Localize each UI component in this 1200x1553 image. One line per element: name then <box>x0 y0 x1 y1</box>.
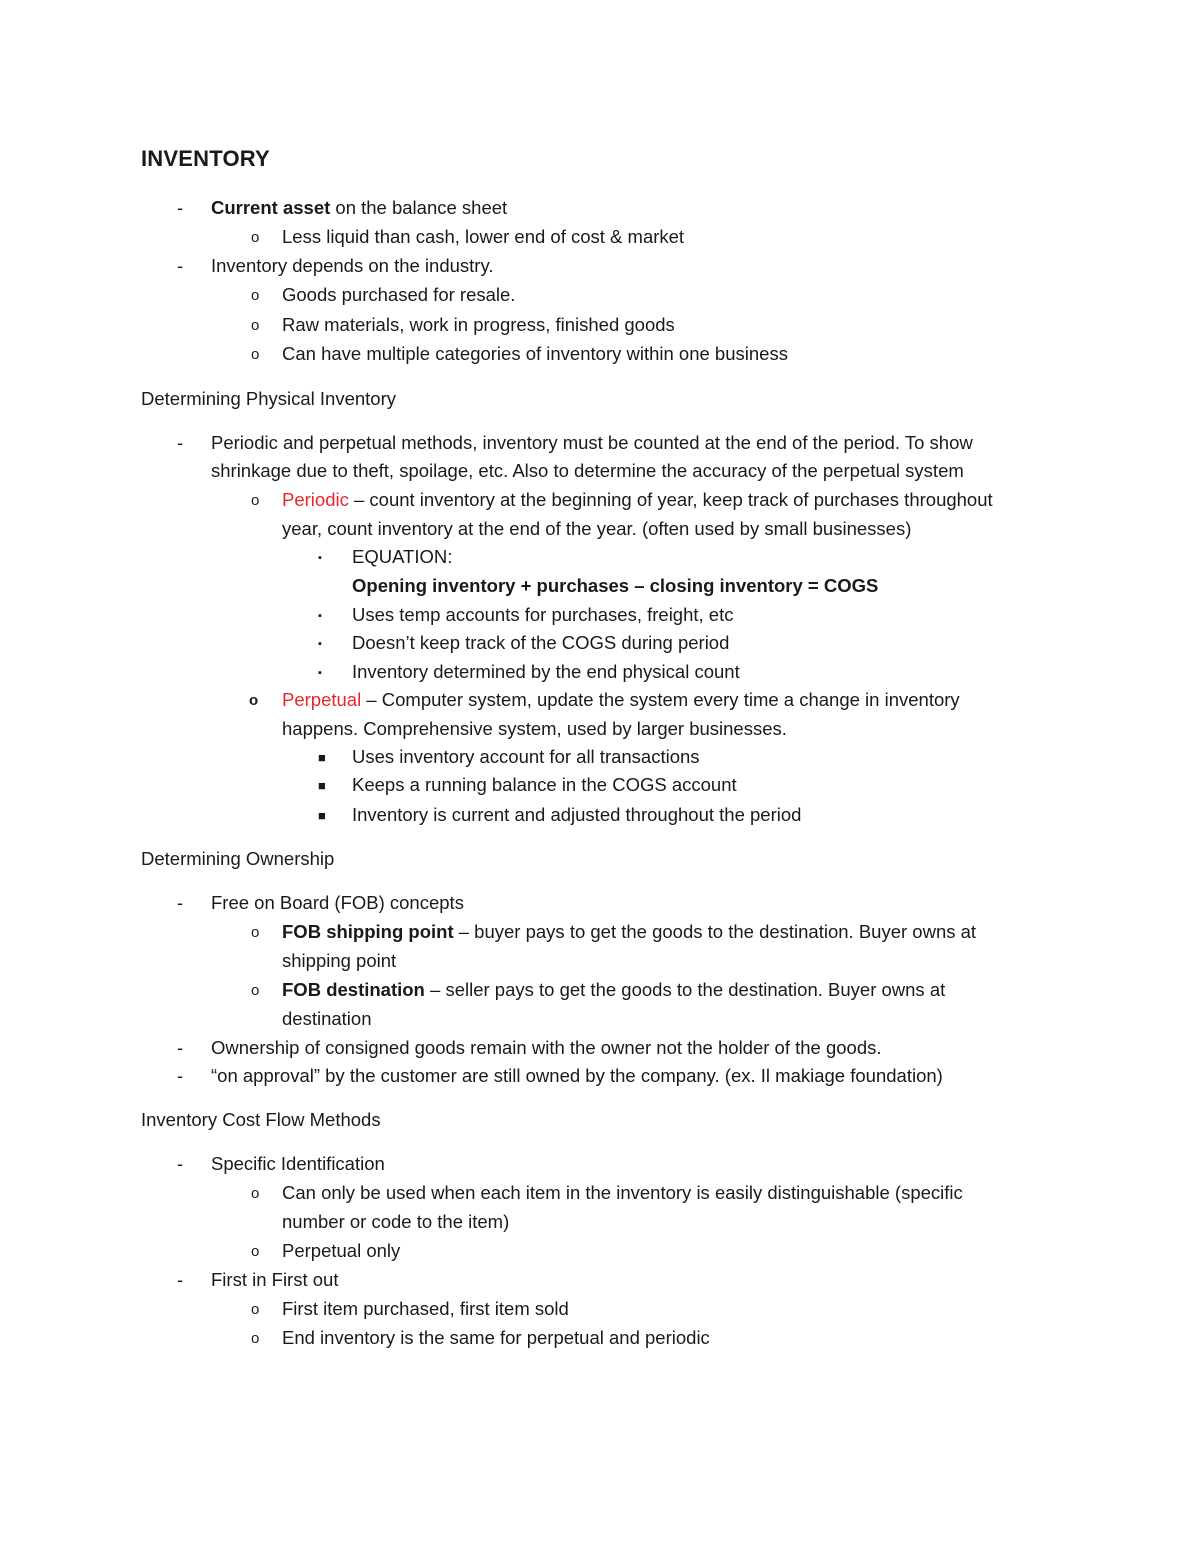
list-item: End inventory is the same for perpetual and periodic <box>282 1327 710 1348</box>
document-title: INVENTORY <box>141 146 270 171</box>
list-item-line: shipping point <box>282 950 397 971</box>
item-text: – buyer pays to get the goods to the destination. Buyer owns at <box>453 921 977 942</box>
dash-bullet: - <box>177 892 184 913</box>
square-bullet: ■ <box>318 750 326 765</box>
list-item-fob-shipping <box>282 920 976 944</box>
section-heading-ownership: Determining Ownership <box>141 848 335 869</box>
square-bullet: ■ <box>318 778 326 793</box>
list-item-line: Can only be used when each item in the inventory is easily distinguishable (specific <box>282 1182 963 1203</box>
square-bullet: ▪ <box>318 667 322 679</box>
circle-bullet: o <box>249 692 259 709</box>
list-item: Inventory is current and adjusted throughout the period <box>352 804 802 825</box>
item-text: – count inventory at the beginning of year, keep track of purchases throughout <box>348 489 993 510</box>
bold-term: FOB shipping point <box>282 921 454 942</box>
list-item-line: year, count inventory at the end of the year. (often used by small businesses) <box>282 518 912 539</box>
equation-label: EQUATION: <box>352 546 453 567</box>
circle-bullet: o <box>251 229 260 246</box>
list-item: Raw materials, work in progress, finished goods <box>282 314 675 335</box>
square-bullet: ▪ <box>318 638 322 650</box>
list-item: Doesn’t keep track of the COGS during period <box>352 632 730 653</box>
circle-bullet: o <box>251 924 260 941</box>
section-heading-cost-flow: Inventory Cost Flow Methods <box>141 1109 381 1130</box>
dash-bullet: - <box>177 255 184 276</box>
list-item-line: number or code to the item) <box>282 1211 510 1232</box>
circle-bullet: o <box>251 492 260 509</box>
perpetual-label: Perpetual <box>282 689 362 710</box>
circle-bullet: o <box>251 287 260 304</box>
list-item-line: shrinkage due to theft, spoilage, etc. Also to determine the accuracy of the perpetual system <box>211 460 964 481</box>
list-item: Free on Board (FOB) concepts <box>211 892 464 913</box>
list-item-periodic <box>282 488 993 512</box>
cogs-equation: Opening inventory + purchases – closing inventory = COGS <box>352 575 879 596</box>
item-text: on the balance sheet <box>330 197 508 218</box>
list-item-fob-destination <box>282 978 945 1002</box>
square-bullet: ▪ <box>318 552 322 564</box>
dash-bullet: - <box>177 1269 184 1290</box>
periodic-label: Periodic <box>282 489 349 510</box>
square-bullet: ▪ <box>318 610 322 622</box>
dash-bullet: - <box>177 1153 184 1174</box>
list-item: Inventory determined by the end physical count <box>352 661 740 682</box>
dash-bullet: - <box>177 197 184 218</box>
dash-bullet: - <box>177 1037 184 1058</box>
list-item: Uses inventory account for all transactions <box>352 746 700 767</box>
list-item: Goods purchased for resale. <box>282 284 516 305</box>
bold-term: FOB destination <box>282 979 425 1000</box>
circle-bullet: o <box>251 1243 260 1260</box>
list-item-line: Periodic and perpetual methods, inventory must be counted at the end of the period. To show <box>211 432 973 453</box>
square-bullet: ■ <box>318 808 326 823</box>
bold-term: Current asset <box>211 197 331 218</box>
dash-bullet: - <box>177 1065 184 1086</box>
circle-bullet: o <box>251 317 260 334</box>
list-item: Ownership of consigned goods remain with the owner not the holder of the goods. <box>211 1037 882 1058</box>
circle-bullet: o <box>251 1330 260 1347</box>
section-heading-physical-inventory: Determining Physical Inventory <box>141 388 396 409</box>
list-item: Can have multiple categories of inventory within one business <box>282 343 788 364</box>
list-item: Keeps a running balance in the COGS account <box>352 774 737 795</box>
list-item: Specific Identification <box>211 1153 385 1174</box>
circle-bullet: o <box>251 1185 260 1202</box>
list-item: Perpetual only <box>282 1240 401 1261</box>
list-item: “on approval” by the customer are still owned by the company. (ex. Il makiage foundation) <box>211 1065 943 1086</box>
list-item: First item purchased, first item sold <box>282 1298 569 1319</box>
list-item: First in First out <box>211 1269 339 1290</box>
circle-bullet: o <box>251 982 260 999</box>
item-text: – seller pays to get the goods to the destination. Buyer owns at <box>424 979 946 1000</box>
list-item <box>211 196 507 220</box>
circle-bullet: o <box>251 346 260 363</box>
list-item: Uses temp accounts for purchases, freight, etc <box>352 604 734 625</box>
list-item-perpetual <box>282 688 960 712</box>
list-item: Inventory depends on the industry. <box>211 255 494 276</box>
circle-bullet: o <box>251 1301 260 1318</box>
dash-bullet: - <box>177 432 184 453</box>
list-item-line: destination <box>282 1008 372 1029</box>
list-item: Less liquid than cash, lower end of cost & market <box>282 226 685 247</box>
list-item-line: happens. Comprehensive system, used by larger businesses. <box>282 718 787 739</box>
item-text: – Computer system, update the system every time a change in inventory <box>361 689 960 710</box>
